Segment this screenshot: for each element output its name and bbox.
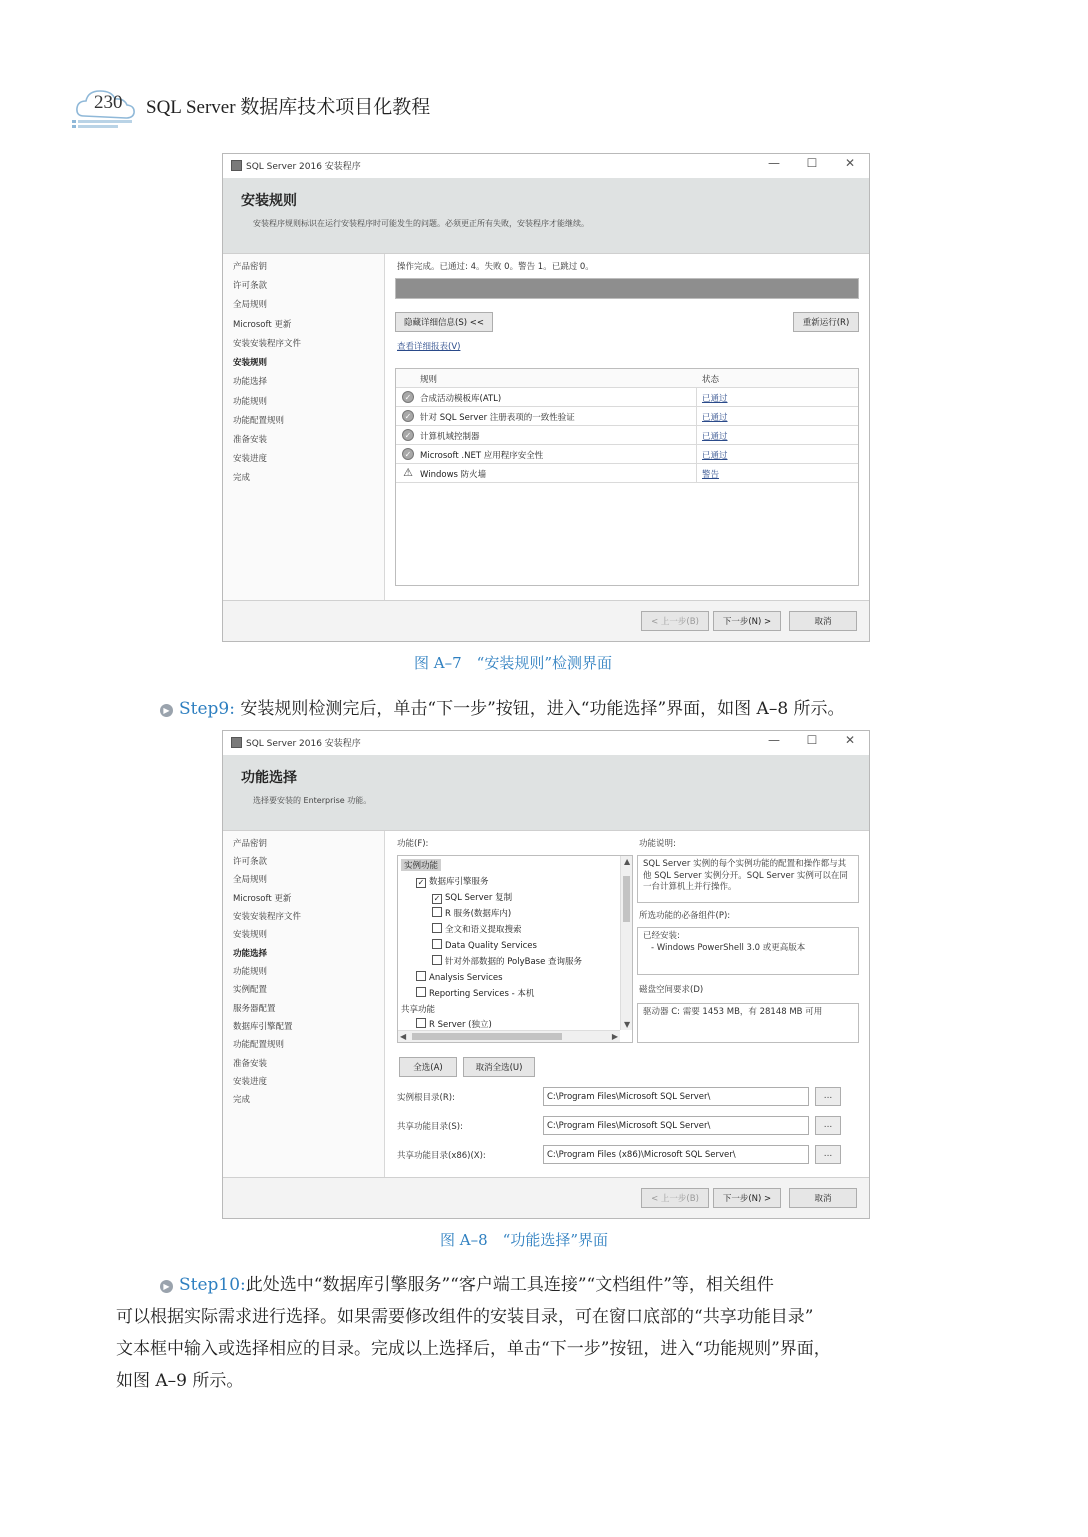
page-description: 安装程序规则标识在运行安装程序时可能发生的问题。必须更正所有失败，安装程序才能继续。: [253, 219, 589, 228]
nav-item-active[interactable]: 功能选择: [233, 949, 268, 959]
feature-label: 针对外部数据的 PolyBase 查询服务: [445, 957, 583, 967]
play-icon: ▶: [160, 1280, 173, 1293]
feature-label: R Server (独立): [429, 1020, 492, 1030]
feature-item[interactable]: [432, 923, 522, 935]
table-row[interactable]: [396, 445, 858, 464]
rerun-button[interactable]: 重新运行(R): [793, 312, 859, 332]
disk-space-label: 磁盘空间要求(D): [639, 985, 704, 995]
rule-column-header: 规则: [420, 375, 438, 385]
vertical-scrollbar[interactable]: [620, 856, 632, 1030]
nav-item[interactable]: 产品密钥: [233, 262, 268, 272]
cancel-button[interactable]: 取消: [789, 1188, 857, 1208]
rule-name: Windows 防火墙: [420, 470, 487, 480]
progress-bar: [395, 278, 859, 299]
maximize-icon[interactable]: ☐: [806, 156, 818, 170]
feature-tree[interactable]: [397, 855, 633, 1043]
maximize-icon[interactable]: ☐: [806, 733, 818, 747]
nav-item[interactable]: 许可条款: [233, 857, 268, 867]
checkbox[interactable]: [432, 939, 442, 949]
table-row[interactable]: [396, 407, 858, 426]
nav-item[interactable]: 功能规则: [233, 397, 268, 407]
scroll-down-icon[interactable]: ▼: [624, 1020, 631, 1029]
feature-label: Analysis Services: [429, 973, 503, 983]
page-banner: [223, 755, 869, 831]
nav-item[interactable]: 安装进度: [233, 1077, 268, 1087]
view-report-link[interactable]: 查看详细报表(V): [397, 342, 461, 352]
app-icon: [231, 737, 242, 748]
step9-paragraph: [160, 694, 845, 719]
prerequisites-label: 所选功能的必备组件(P):: [639, 911, 731, 921]
step9-label: Step9:: [179, 699, 235, 719]
rule-status-link[interactable]: 已通过: [702, 432, 728, 442]
page-heading: 安装规则: [241, 193, 297, 209]
checkbox[interactable]: [432, 907, 442, 917]
back-button[interactable]: < 上一步(B): [641, 611, 709, 631]
nav-item[interactable]: 实例配置: [233, 985, 268, 995]
nav-item[interactable]: 功能配置规则: [233, 416, 285, 426]
feature-item[interactable]: [416, 1018, 492, 1030]
title-bar: [223, 731, 869, 755]
feature-label: 数据库引擎服务: [429, 877, 489, 887]
cancel-button[interactable]: 取消: [789, 611, 857, 631]
page-heading: 功能选择: [241, 770, 297, 786]
select-all-button[interactable]: 全选(A): [399, 1057, 457, 1077]
prereq-installed-label: 已经安装:: [643, 931, 680, 941]
scroll-right-icon[interactable]: ▶: [611, 1032, 618, 1041]
nav-item[interactable]: 安装安装程序文件: [233, 912, 302, 922]
features-label: 功能(F):: [397, 839, 429, 849]
check-icon: ✓: [402, 410, 414, 422]
feature-label: SQL Server 复制: [445, 893, 513, 903]
wizard-footer: [223, 1177, 869, 1218]
checkbox[interactable]: [416, 971, 426, 981]
play-icon: ▶: [160, 704, 173, 717]
table-row[interactable]: [396, 464, 858, 483]
figure-caption-a8: 图 A–8 “功能选择”界面: [440, 1231, 608, 1249]
back-button[interactable]: < 上一步(B): [641, 1188, 709, 1208]
rule-status-link[interactable]: 已通过: [702, 451, 728, 461]
progress-fill: [396, 279, 858, 298]
page-number: 230: [94, 92, 123, 113]
wizard-nav: [223, 254, 385, 600]
minimize-icon[interactable]: —: [768, 156, 780, 170]
nav-item-active[interactable]: 安装规则: [233, 358, 268, 368]
page-description: 选择要安装的 Enterprise 功能。: [253, 796, 372, 805]
nav-item[interactable]: Microsoft 更新: [233, 320, 292, 330]
rule-status-link[interactable]: 已通过: [702, 413, 728, 423]
rule-name: 合成活动模板库(ATL): [420, 394, 502, 404]
feature-item[interactable]: [432, 955, 582, 967]
wizard-nav: [223, 831, 385, 1177]
wizard-footer: [223, 600, 869, 641]
feature-item[interactable]: [416, 987, 534, 999]
step10-text: 此处选中“数据库引擎服务”“客户端工具连接”“文档组件”等，相关组件: [245, 1275, 774, 1295]
table-row[interactable]: [396, 426, 858, 445]
feature-label: Reporting Services - 本机: [429, 989, 535, 999]
nav-item[interactable]: 全局规则: [233, 875, 268, 885]
instance-root-input[interactable]: C:\Program Files\Microsoft SQL Server\: [543, 1087, 809, 1106]
scroll-left-icon[interactable]: ◀: [400, 1032, 407, 1041]
close-icon[interactable]: ✕: [844, 733, 856, 747]
nav-item[interactable]: 功能选择: [233, 377, 268, 387]
step10-line-3: 文本框中输入或选择相应的目录。完成以上选择后，单击“下一步”按钮，进入“功能规则”界面，: [116, 1339, 831, 1359]
instance-root-label: 实例根目录(R):: [397, 1093, 455, 1103]
nav-item[interactable]: 全局规则: [233, 300, 268, 310]
page-header: [70, 86, 490, 134]
rule-name: 计算机域控制器: [420, 432, 480, 442]
nav-item[interactable]: 功能规则: [233, 967, 268, 977]
checkbox[interactable]: [416, 1018, 426, 1028]
check-icon: ✓: [402, 391, 414, 403]
nav-item[interactable]: 安装规则: [233, 930, 268, 940]
feature-item[interactable]: [416, 875, 489, 888]
shared-dir-label: 共享功能目录(S):: [397, 1122, 463, 1132]
nav-item[interactable]: 安装进度: [233, 454, 268, 464]
feature-description-label: 功能说明:: [639, 839, 676, 849]
table-row[interactable]: [396, 388, 858, 407]
feature-item[interactable]: [432, 891, 512, 904]
feature-label: Data Quality Services: [445, 941, 537, 951]
feature-description-box: SQL Server 实例的每个实例功能的配置和操作都与其他 SQL Server 实例分开。SQL Server 实例可以在同一台计算机上并行操作。: [637, 855, 859, 903]
step10-line-2: 可以根据实际需求进行选择。如果需要修改组件的安装目录，可在窗口底部的“共享功能目录”: [116, 1307, 814, 1327]
prereq-item: - Windows PowerShell 3.0 或更高版本: [651, 942, 806, 953]
checkbox-checked[interactable]: ✓: [433, 894, 441, 903]
feature-label: 全文和语义提取搜索: [445, 925, 522, 935]
scroll-thumb[interactable]: [623, 876, 630, 922]
nav-item[interactable]: 数据库引擎配置: [233, 1022, 293, 1032]
shared-dir-input[interactable]: C:\Program Files\Microsoft SQL Server\: [543, 1116, 809, 1135]
rules-table: [395, 368, 859, 586]
checkbox[interactable]: [432, 955, 442, 965]
rule-status-link[interactable]: 已通过: [702, 394, 728, 404]
feature-item[interactable]: [432, 939, 537, 951]
rule-name: 针对 SQL Server 注册表项的一致性验证: [420, 413, 575, 423]
scroll-up-icon[interactable]: ▲: [624, 857, 631, 866]
nav-item[interactable]: 准备安装: [233, 435, 268, 445]
nav-item[interactable]: 服务器配置: [233, 1004, 276, 1014]
feature-group-shared[interactable]: 共享功能: [401, 1005, 436, 1015]
close-icon[interactable]: ✕: [844, 156, 856, 170]
rule-name: Microsoft .NET 应用程序安全性: [420, 451, 544, 461]
shared-dir-x86-label: 共享功能目录(x86)(X):: [397, 1151, 486, 1161]
step9-text: 安装规则检测完后，单击“下一步”按钮，进入“功能选择”界面，如图 A–8 所示。: [240, 699, 845, 719]
installer-window-feature-selection: [222, 730, 870, 1219]
nav-item[interactable]: 功能配置规则: [233, 1040, 285, 1050]
nav-item[interactable]: 产品密钥: [233, 839, 268, 849]
window-title: SQL Server 2016 安装程序: [246, 739, 361, 749]
rule-status-link[interactable]: 警告: [702, 470, 720, 480]
hide-details-button[interactable]: 隐藏详细信息(S) <<: [395, 312, 493, 332]
step10-line-4: 如图 A–9 所示。: [116, 1371, 244, 1391]
unselect-all-button[interactable]: 取消全选(U): [463, 1057, 535, 1077]
instance-root-browse-button[interactable]: ...: [815, 1087, 841, 1106]
step10-label: Step10:: [179, 1275, 246, 1295]
nav-item[interactable]: Microsoft 更新: [233, 894, 292, 904]
check-icon: ✓: [402, 429, 414, 441]
checkbox-checked[interactable]: ✓: [417, 878, 425, 887]
book-title: SQL Server 数据库技术项目化教程: [146, 97, 431, 118]
horizontal-scrollbar[interactable]: [398, 1030, 620, 1042]
minimize-icon[interactable]: —: [768, 733, 780, 747]
nav-item[interactable]: 安装安装程序文件: [233, 339, 302, 349]
app-icon: [231, 160, 242, 171]
nav-item[interactable]: 许可条款: [233, 281, 268, 291]
operation-status: 操作完成。已通过: 4。失败 0。警告 1。已跳过 0。: [397, 262, 594, 272]
nav-item[interactable]: 完成: [233, 473, 251, 483]
step10-line-1: [160, 1270, 774, 1295]
window-title: SQL Server 2016 安装程序: [246, 162, 361, 172]
feature-label: R 服务(数据库内): [445, 909, 512, 919]
check-icon: ✓: [402, 448, 414, 460]
table-header: [396, 369, 858, 388]
feature-group-instance[interactable]: 实例功能: [401, 859, 441, 871]
warning-icon: ⚠: [403, 466, 413, 479]
checkbox[interactable]: [432, 923, 442, 933]
shared-dir-browse-button[interactable]: ...: [815, 1116, 841, 1135]
shared-dir-x86-browse-button[interactable]: ...: [815, 1145, 841, 1164]
nav-item[interactable]: 完成: [233, 1095, 251, 1105]
prerequisites-box: [637, 927, 859, 975]
checkbox[interactable]: [416, 987, 426, 997]
status-column-header: 状态: [702, 375, 720, 385]
title-bar: [223, 154, 869, 178]
page-banner: [223, 178, 869, 254]
figure-caption-a7: 图 A–7 “安装规则”检测界面: [414, 654, 612, 672]
nav-item[interactable]: 准备安装: [233, 1059, 268, 1069]
scroll-thumb[interactable]: [412, 1033, 562, 1040]
installer-window-install-rules: [222, 153, 870, 642]
next-button[interactable]: 下一步(N) >: [713, 611, 781, 631]
next-button[interactable]: 下一步(N) >: [713, 1188, 781, 1208]
shared-dir-x86-input[interactable]: C:\Program Files (x86)\Microsoft SQL Server\: [543, 1145, 809, 1164]
feature-item[interactable]: [432, 907, 511, 919]
feature-item[interactable]: [416, 971, 503, 983]
disk-space-box: 驱动器 C: 需要 1453 MB，有 28148 MB 可用: [637, 1003, 859, 1043]
